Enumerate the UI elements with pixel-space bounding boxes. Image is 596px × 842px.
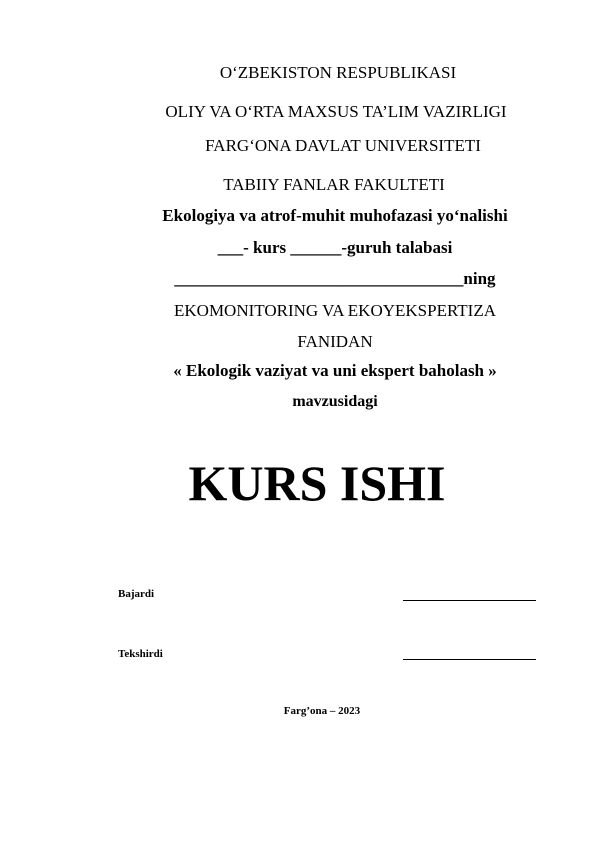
checked-label: Tekshirdi — [118, 648, 163, 660]
topic-line: « Ekologik vaziyat va uni ekspert baholash » — [173, 361, 497, 380]
place-year-footer: Farg’ona – 2023 — [283, 705, 361, 717]
student-name-line: __________________________________ning — [174, 269, 496, 288]
ministry-heading: OLIY VA O‘RTA MAXSUS TA’LIM VAZIRLIGI — [165, 102, 507, 121]
performed-label: Bajardi — [118, 588, 155, 600]
topic-suffix-line: mavzusidagi — [292, 393, 378, 410]
checked-signature-line — [403, 659, 536, 660]
direction-line: Ekologiya va atrof-muhit muhofazasi yo‘nalishi — [162, 206, 508, 225]
faculty-heading: TABIIY FANLAR FAKULTETI — [223, 175, 445, 194]
performed-signature-line — [403, 600, 536, 601]
subject-line-2: FANIDAN — [297, 332, 373, 351]
subject-line-1: EKOMONITORING VA EKOYEKSPERTIZA — [174, 301, 496, 320]
document-title: KURS ISHI — [188, 455, 446, 511]
university-heading: FARG‘ONA DAVLAT UNIVERSITETI — [205, 136, 481, 155]
country-heading: O‘ZBEKISTON RESPUBLIKASI — [219, 63, 457, 82]
course-group-line: ___- kurs ______-guruh talabasi — [217, 238, 453, 257]
